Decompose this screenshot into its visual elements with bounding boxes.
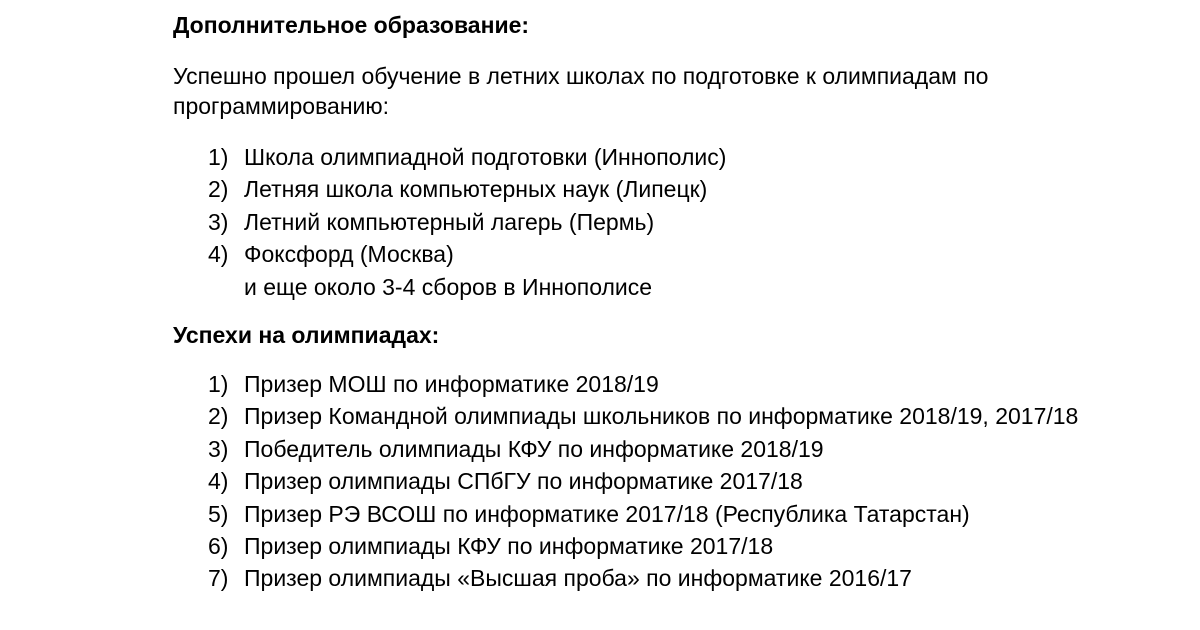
education-note: и еще около 3-4 сборов в Иннополисе bbox=[244, 273, 653, 300]
education-list bbox=[173, 141, 1104, 303]
list-item-text: Летняя школа компьютерных наук (Липецк) bbox=[244, 176, 708, 203]
education-intro-paragraph: Успешно прошел обучение в летних школах по подготовке к олимпиадам по программированию: bbox=[173, 63, 989, 119]
list-item-number: 1) bbox=[208, 371, 229, 397]
list-item-text: Призер олимпиады СПбГУ по информатике 2017/18 bbox=[244, 468, 803, 495]
list-item-number: 4) bbox=[208, 468, 229, 495]
list-item bbox=[173, 141, 1104, 173]
list-item bbox=[173, 465, 1104, 497]
list-item bbox=[173, 530, 1104, 562]
list-item-text: Призер МОШ по информатике 2018/19 bbox=[244, 371, 659, 397]
olympiads-list bbox=[173, 368, 1104, 595]
list-item-number: 6) bbox=[208, 533, 229, 560]
list-item-number: 3) bbox=[208, 435, 229, 462]
list-item-text: Призер олимпиады КФУ по информатике 2017/18 bbox=[244, 533, 774, 560]
list-item-text: Победитель олимпиады КФУ по информатике 2018/19 bbox=[244, 435, 824, 462]
list-item bbox=[173, 562, 1104, 594]
list-item-text: Призер РЭ ВСОШ по информатике 2017/18 (Республика Татарстан) bbox=[244, 500, 970, 527]
section-heading-olympiads: Успехи на олимпиадах: bbox=[173, 322, 440, 348]
list-item-text: Призер олимпиады «Высшая проба» по информатике 2016/17 bbox=[244, 565, 912, 592]
list-item bbox=[173, 433, 1104, 465]
list-item-number: 7) bbox=[208, 565, 229, 592]
list-item-number: 4) bbox=[208, 241, 229, 268]
list-item-text: Школа олимпиадной подготовки (Иннополис) bbox=[244, 144, 727, 170]
list-item bbox=[173, 206, 1104, 238]
list-item-number: 5) bbox=[208, 500, 229, 527]
list-item-number: 2) bbox=[208, 176, 229, 203]
list-item bbox=[173, 238, 1104, 303]
list-item-text: Фоксфорд (Москва) bbox=[244, 241, 454, 268]
list-item-text: Призер Командной олимпиады школьников по информатике 2018/19, 2017/18 bbox=[244, 403, 1079, 430]
list-item bbox=[173, 368, 1104, 400]
section-heading-education: Дополнительное образование: bbox=[173, 12, 530, 38]
list-item bbox=[173, 173, 1104, 205]
list-item bbox=[173, 400, 1104, 432]
list-item-number: 1) bbox=[208, 144, 229, 170]
list-item-number: 3) bbox=[208, 208, 229, 235]
list-item bbox=[173, 498, 1104, 530]
list-item-text: Летний компьютерный лагерь (Пермь) bbox=[244, 208, 655, 235]
list-item-number: 2) bbox=[208, 403, 229, 430]
